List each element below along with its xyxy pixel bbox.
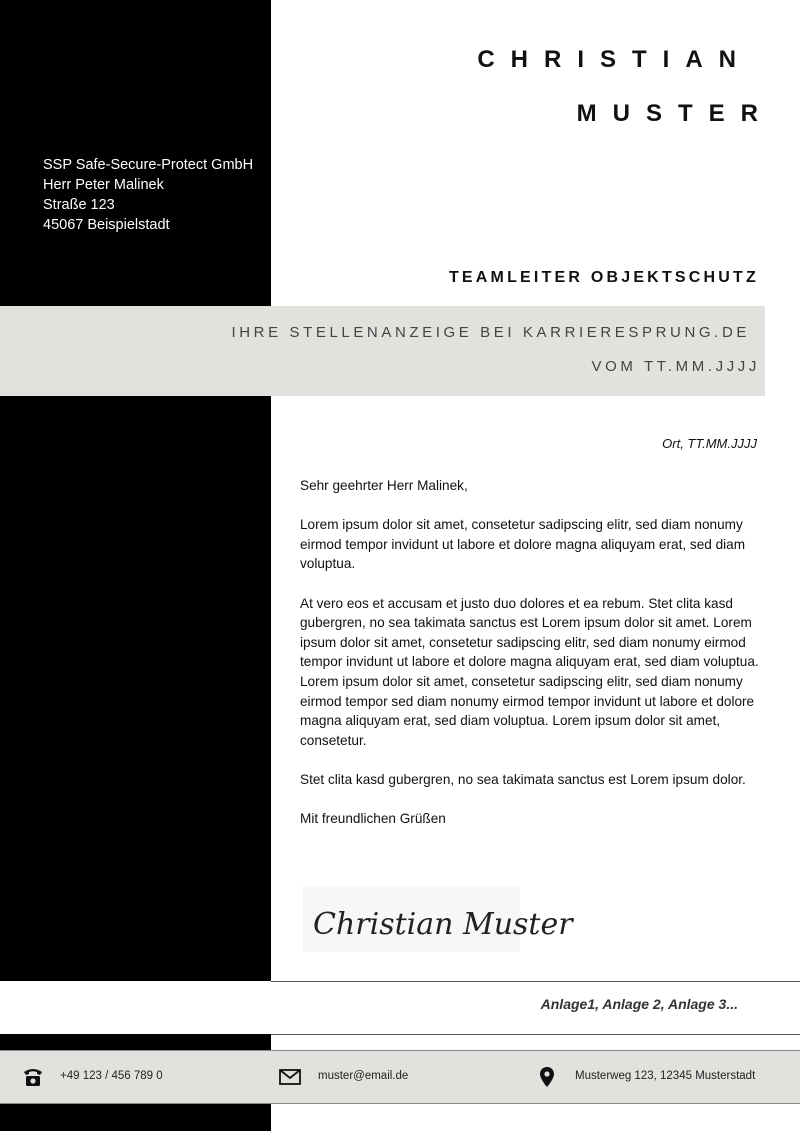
job-title: TEAMLEITER OBJEKTSCHUTZ xyxy=(448,269,759,286)
applicant-first-name: CHRISTIAN xyxy=(477,46,752,73)
paragraph-3: Stet clita kasd gubergren, no sea takimata sanctus est Lorem ipsum dolor. xyxy=(300,771,746,787)
attachments-divider-top xyxy=(271,981,800,982)
signature-drawing xyxy=(303,886,573,952)
sidebar-top-block xyxy=(0,0,271,306)
recipient-contact: Herr Peter Malinek xyxy=(43,177,164,193)
letter-body xyxy=(300,476,760,848)
sidebar-footer-block xyxy=(0,1104,271,1131)
attachments-list: Anlage1, Anlage 2, Anlage 3... xyxy=(540,996,738,1012)
recipient-company: SSP Safe-Secure-Protect GmbH xyxy=(43,157,254,173)
recipient-address xyxy=(43,155,253,235)
phone-icon xyxy=(21,1065,45,1089)
paragraph-2: At vero eos et accusam et justo duo dolores et ea rebum. Stet clita kasd gubergren, no sea takimata sanctus est Lorem ipsum dolor sit amet. Lorem ipsum dolor sit amet, consetetur sadipscing elitr, sed diam nonumy eirmod tempor invidunt ut labore et dolore magna aliquyam erat, sed diam voluptua. Lorem ipsum dolor sit amet, consetetur sadipscing elitr, sed diam nonumy eirmod tempor sed diam nonumy eirmod tempor invidunt ut labore et dolore magna aliquyam erat, sed diam voluptua. Lorem ipsum dolor sit amet, consetetur. xyxy=(300,595,759,748)
sidebar-middle-block xyxy=(0,396,271,981)
signature-image xyxy=(303,886,573,952)
sidebar-bottom-block xyxy=(0,1034,271,1050)
reference-line-1: IHRE STELLENANZEIGE BEI KARRIERESPRUNG.DE xyxy=(231,324,750,341)
paragraph-1: Lorem ipsum dolor sit amet, consetetur sadipscing elitr, sed diam nonumy eirmod tempor invidunt ut labore et dolore magna aliquyam erat, sed diam voluptua. xyxy=(300,517,746,572)
footer-email: muster@email.de xyxy=(318,1070,409,1082)
footer-phone: +49 123 / 456 789 0 xyxy=(60,1070,163,1082)
salutation: Sehr geehrter Herr Malinek, xyxy=(300,478,468,493)
recipient-street: Straße 123 xyxy=(43,197,115,213)
signature-text: Christian Muster xyxy=(313,907,573,942)
envelope-icon xyxy=(278,1065,302,1089)
attachments-divider-bottom xyxy=(271,1034,800,1035)
letter-date: Ort, TT.MM.JJJJ xyxy=(662,436,757,451)
reference-band xyxy=(0,306,765,396)
closing: Mit freundlichen Grüßen xyxy=(300,811,446,827)
recipient-city: 45067 Beispielstadt xyxy=(43,217,170,233)
applicant-last-name: MUSTER xyxy=(576,100,774,127)
location-pin-icon xyxy=(535,1065,559,1089)
footer-address: Musterweg 123, 12345 Musterstadt xyxy=(575,1070,756,1082)
reference-line-2: VOM TT.MM.JJJJ xyxy=(591,358,760,375)
